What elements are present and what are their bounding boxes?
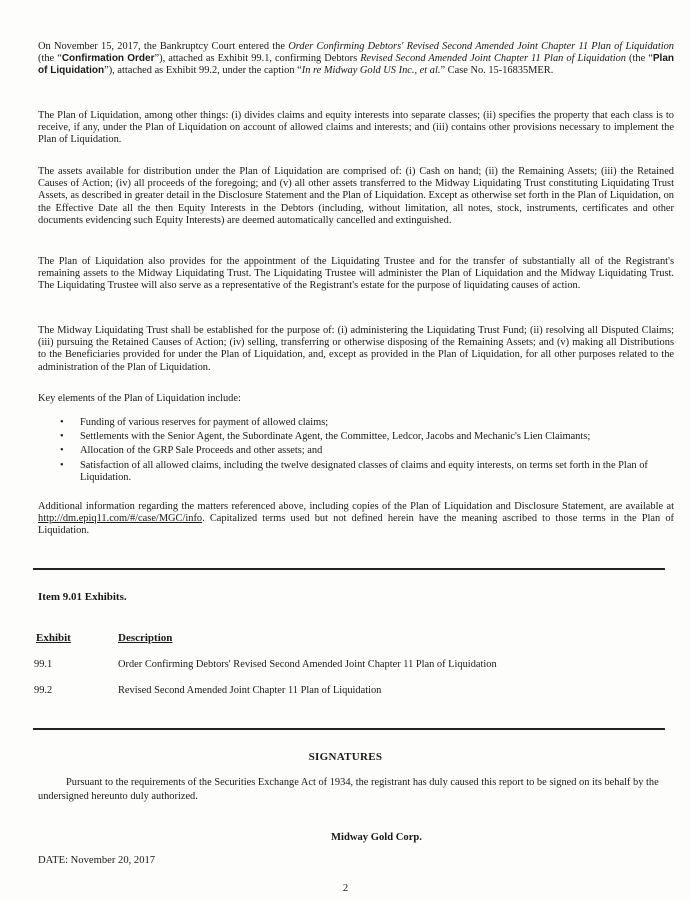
list-item-text: Allocation of the GRP Sale Proceeds and other assets; and <box>80 445 323 457</box>
paragraph-key-elements-intro: Key elements of the Plan of Liquidation include: <box>38 393 241 404</box>
exhibit-description: Revised Second Amended Joint Chapter 11 Plan of Liquidation <box>118 685 382 696</box>
text-run: (the “ <box>626 53 653 65</box>
bullet-icon: • <box>60 445 64 457</box>
text-run-italic: Order Confirming Debtors' Revised Second Amended Joint Chapter 11 Plan of Liquidation <box>288 41 674 52</box>
list-item-text: Funding of various reserves for payment of allowed claims; <box>80 417 329 428</box>
text-run: (the “ <box>38 53 62 65</box>
exhibit-number: 99.2 <box>34 685 53 696</box>
bullet-icon: • <box>60 459 64 471</box>
paragraph-liquidating-trustee: The Plan of Liquidation also provides for the appointment of the Liquidating Trustee and for the transfer of substantially all of the Registrant's remaining assets to the Midway Liquidating Trust. The Liquidating Trustee will administer the Plan of Liquidation and the Midway Liquidating Trust. The Liquidating Trustee will also serve as a representative of the Registrant's estate for the purpose of liquidating causes of action. <box>38 256 674 292</box>
list-item <box>38 460 674 484</box>
signatures-statement: Pursuant to the requirements of the Securities Exchange Act of 1934, the registrant has duly caused this report to be signed on its behalf by the undersigned hereunto duly authorized. <box>38 777 659 802</box>
bullet-icon: • <box>60 431 64 443</box>
section-divider <box>33 568 665 570</box>
paragraph-plan-overview: The Plan of Liquidation, among other things: (i) divides claims and equity interests into separate classes; (ii) specifies the property that each class is to receive, if any, under the Plan of Liquidation on account of allowed claims and interests; and (iii) contains other provisions necessary to implement the Plan of Liquidation. <box>38 110 674 146</box>
text-run-italic: Revised Second Amended Joint Chapter 11 Plan of Liquidation <box>360 53 627 65</box>
item-heading: Item 9.01 Exhibits. <box>38 591 127 603</box>
signature-date: DATE: November 20, 2017 <box>38 855 156 866</box>
bullet-icon: • <box>60 417 64 428</box>
page-number: 2 <box>342 883 349 894</box>
paragraph-assets: The assets available for distribution under the Plan of Liquidation are comprised of: (i) Cash on hand; (ii) the Remaining Assets; (iii) the Retained Causes of Action; (iv) all proceeds of the foregoing; and (v) all other assets transferred to the Midway Liquidating Trust constituting Liquidating Trust Assets, as described in greater detail in the Disclosure Statement and the Plan of Liquidation. Except as otherwise set forth in the Plan of Liquidation, on the Effective Date all the then Equity Interests in the Debtors (including, without limitation, all notes, stock, instruments, certificates and other documents evidencing such Equity Interests) are deemed automatically cancelled and extinguished. <box>38 166 674 226</box>
paragraph-additional-info <box>38 501 674 538</box>
list-item <box>38 431 674 443</box>
exhibit-number: 99.1 <box>34 659 53 670</box>
text-run: On November 15, 2017, the Bankruptcy Court entered the <box>38 41 289 52</box>
signatures-heading: SIGNATURES <box>308 751 383 763</box>
company-name: Midway Gold Corp. <box>331 832 422 843</box>
defined-term-confirmation-order: Confirmation Order <box>61 53 155 65</box>
text-run: ”), attached as Exhibit 99.1, confirming Debtors <box>154 53 361 65</box>
section-divider <box>33 728 665 730</box>
list-item-text: Settlements with the Senior Agent, the Subordinate Agent, the Committee, Ledcor, Jacobs and Mechanic's Lien Claimants; <box>80 431 591 443</box>
paragraph-liquidating-trust: The Midway Liquidating Trust shall be established for the purpose of: (i) administering the Liquidating Trust Fund; (ii) resolving all Disputed Claims; (iii) pursuing the Retained Causes of Action; (iv) selling, transferring or otherwise disposing of the Remaining Assets; and (v) making all Distributions to the Beneficiaries provided for under the Plan of Liquidation, and, except as provided in the Plan of Liquidation, for all other purposes related to the administration of the Plan of Liquidation. <box>38 325 674 373</box>
list-item-text: Satisfaction of all allowed claims, including the twelve designated classes of claims and equity interests, on terms set forth in the Plan of Liquidation. <box>80 459 648 483</box>
text-run: . Capitalized terms used but not defined herein have the meaning ascribed to those terms in the Plan of Liquidation. <box>38 513 674 537</box>
list-item <box>38 445 674 457</box>
list-item <box>38 417 674 429</box>
text-run: ”), attached as Exhibit 99.2, under the caption “ <box>104 65 302 77</box>
defined-term-plan-of-liquidation: Plan of Liquidation <box>38 53 674 77</box>
text-run: Additional information regarding the matters referenced above, including copies of the Plan of Liquidation and Disclosure Statement, are available at <box>38 501 674 512</box>
exhibit-description: Order Confirming Debtors' Revised Second Amended Joint Chapter 11 Plan of Liquidation <box>118 659 497 670</box>
key-elements-list <box>38 417 674 486</box>
text-run: ” Case No. 15-16835MER. <box>440 65 554 77</box>
epiq-case-link[interactable]: http://dm.epiq11.com/#/case/MGC/info <box>38 513 203 525</box>
case-caption: In re Midway Gold US Inc., et al. <box>301 65 441 77</box>
exhibit-column-header: Exhibit <box>36 632 71 644</box>
paragraph-confirmation-order <box>38 41 674 78</box>
description-column-header: Description <box>118 632 173 644</box>
